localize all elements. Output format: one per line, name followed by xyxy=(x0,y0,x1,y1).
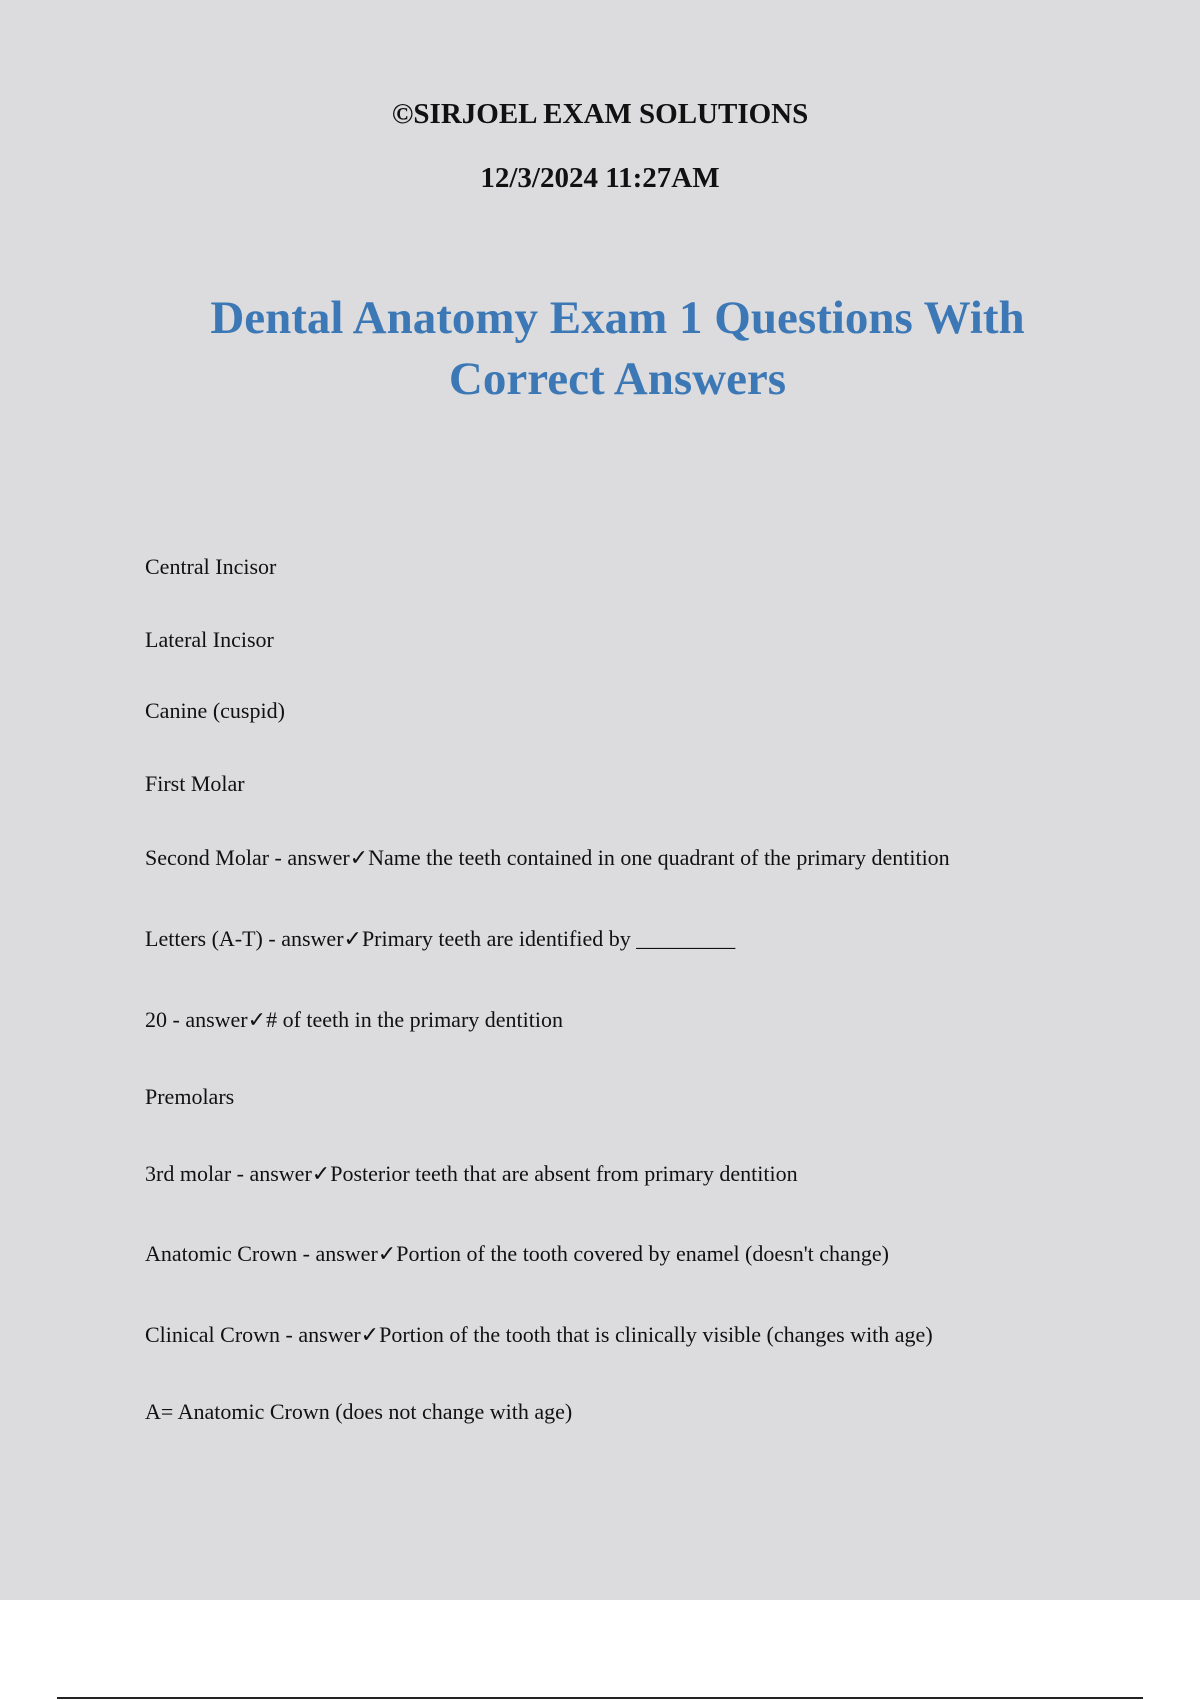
qa-entry: Premolars xyxy=(145,1084,235,1109)
qa-entry: Lateral Incisor xyxy=(145,627,274,652)
copyright-line: ©SIRJOEL EXAM SOLUTIONS xyxy=(391,98,809,130)
document-title: Dental Anatomy Exam 1 Questions With Correct Answers xyxy=(210,292,1025,405)
qa-entry: Anatomic Crown - answer✓Portion of the tooth covered by enamel (doesn't change) xyxy=(145,1241,889,1266)
qa-entry: First Molar xyxy=(145,771,245,796)
qa-entry: Clinical Crown - answer✓Portion of the tooth that is clinically visible (changes with age) xyxy=(145,1322,933,1347)
timestamp-line: 12/3/2024 11:27AM xyxy=(480,162,720,194)
qa-entry: 20 - answer✓# of teeth in the primary dentition xyxy=(145,1007,563,1032)
qa-entry: 3rd molar - answer✓Posterior teeth that are absent from primary dentition xyxy=(145,1161,798,1186)
qa-entry: Second Molar - answer✓Name the teeth contained in one quadrant of the primary dentition xyxy=(145,845,950,870)
qa-entry: Letters (A-T) - answer✓Primary teeth are identified by _________ xyxy=(145,926,736,951)
qa-entry: Central Incisor xyxy=(145,554,277,579)
qa-entry: Canine (cuspid) xyxy=(145,698,285,723)
footer-divider xyxy=(57,1697,1143,1699)
qa-entry: A= Anatomic Crown (does not change with age) xyxy=(145,1399,573,1424)
